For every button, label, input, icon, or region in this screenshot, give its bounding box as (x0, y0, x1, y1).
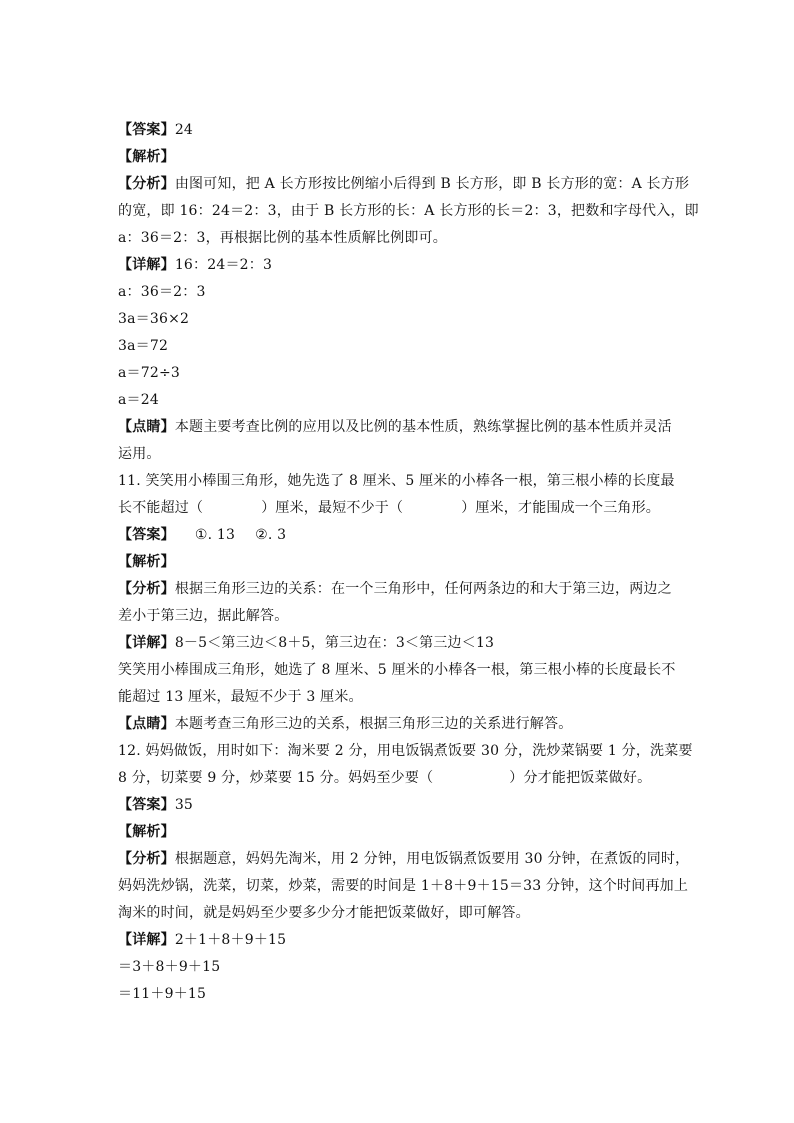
q10-comment-line-1 (118, 414, 678, 441)
question-text: ）厘米，才能围成一个三角形。 (461, 500, 661, 516)
comment-tag: 【点睛】 (118, 419, 175, 435)
q10-fenxi-line-2: 的宽，即 16：24＝2：3，由于 B 长方形的长：A 长方形的长＝2：3，把数和字母代入，即 (118, 203, 699, 219)
q11-fenxi-line-1 (118, 576, 678, 603)
fenxi-tag: 【分析】 (118, 581, 175, 597)
q11-detail-line-3: 能超过 13 厘米，最短不少于 3 厘米。 (118, 689, 363, 705)
detail-text: 2＋1＋8＋9＋15 (174, 932, 287, 948)
q10-fenxi-line-3: a：36＝2：3，再根据比例的基本性质解比例即可。 (118, 230, 447, 246)
q11-answer-line (118, 522, 678, 549)
q12-question-line-2 (118, 765, 678, 792)
detail-tag: 【详解】 (118, 257, 175, 273)
q11-detail-line-1 (118, 630, 678, 657)
document-page (118, 117, 699, 1008)
q11-question-line-2 (118, 495, 678, 522)
q11-fenxi-line-2: 差小于第三边，据此解答。 (118, 608, 289, 624)
q10-fenxi-line-1 (118, 171, 690, 198)
analysis-tag: 【解析】 (118, 149, 175, 165)
q12-analysis-line (118, 819, 678, 846)
q12-detail-line-2: ＝3＋8＋9＋15 (118, 959, 221, 975)
comment-text: 本题主要考查比例的应用以及比例的基本性质，熟练掌握比例的基本性质并灵活 (174, 419, 672, 435)
q12-detail-line-1 (118, 927, 678, 954)
q12-answer-line (118, 792, 678, 819)
detail-text: 8－5＜第三边＜8＋5，第三边在：3＜第三边＜13 (174, 635, 495, 651)
analysis-tag: 【解析】 (118, 824, 175, 840)
q10-detail-line-6: a＝24 (118, 392, 159, 408)
fenxi-tag: 【分析】 (118, 176, 175, 192)
q10-analysis-line (118, 144, 678, 171)
question-text: 8 分，切菜要 9 分，炒菜要 15 分。妈妈至少要（ (118, 770, 434, 786)
q10-detail-line-2: a：36＝2：3 (118, 284, 206, 300)
q12-fenxi-line-2: 妈妈洗炒锅，洗菜，切菜，炒菜，需要的时间是 1＋8＋9＋15＝33 分钟，这个时间再加上 (118, 878, 689, 894)
question-text: ）厘米，最短不少于（ (261, 500, 404, 516)
detail-tag: 【详解】 (118, 932, 175, 948)
q10-answer-line (118, 117, 678, 144)
q11-analysis-line (118, 549, 678, 576)
answer-tag: 【答案】 (118, 122, 175, 138)
q10-detail-line-5: a＝72÷3 (118, 365, 180, 381)
comment-text: 本题考查三角形三边的关系，根据三角形三边的关系进行解答。 (174, 716, 573, 732)
question-text: ）分才能把饭菜做好。 (509, 770, 652, 786)
q12-fenxi-line-1 (118, 846, 690, 873)
fenxi-text: 由图可知，把 A 长方形按比例缩小后得到 B 长方形，即 B 长方形的宽：A 长方形 (174, 176, 690, 192)
answer-tag: 【答案】 (118, 527, 175, 543)
q11-detail-line-2: 笑笑用小棒围成三角形，她选了 8 厘米、5 厘米的小棒各一根，第三根小棒的长度最长不 (118, 662, 676, 678)
detail-text: 16：24＝2：3 (174, 257, 273, 273)
fenxi-tag: 【分析】 (118, 851, 175, 867)
q10-comment-line-2: 运用。 (118, 446, 161, 462)
q10-detail-line-1 (118, 252, 678, 279)
comment-tag: 【点睛】 (118, 716, 175, 732)
answer-value: 24 (174, 122, 194, 138)
q12-question-line-1: 12. 妈妈做饭，用时如下：淘米要 2 分，用电饭锅煮饭要 30 分，洗炒菜锅要 1 分，洗菜要 (118, 743, 693, 759)
answer-value: 35 (174, 797, 194, 813)
q12-detail-line-3: ＝11＋9＋15 (118, 986, 207, 1002)
q10-detail-line-4: 3a＝72 (118, 338, 169, 354)
q10-detail-line-3: 3a＝36×2 (118, 311, 190, 327)
q11-comment-line (118, 711, 678, 738)
q12-fenxi-line-3: 淘米的时间，就是妈妈至少要多少分才能把饭菜做好，即可解答。 (118, 905, 530, 921)
analysis-tag: 【解析】 (118, 554, 175, 570)
answer-value-1: ①. 13 (194, 527, 236, 543)
fenxi-text: 根据题意，妈妈先淘米，用 2 分钟，用电饭锅煮饭要用 30 分钟，在煮饭的同时， (174, 851, 690, 867)
detail-tag: 【详解】 (118, 635, 175, 651)
fenxi-text: 根据三角形三边的关系：在一个三角形中，任何两条边的和大于第三边，两边之 (174, 581, 672, 597)
q11-question-line-1: 11. 笑笑用小棒围三角形，她先选了 8 厘米、5 厘米的小棒各一根，第三根小棒的长度最 (118, 473, 675, 489)
answer-tag: 【答案】 (118, 797, 175, 813)
question-text: 长不能超过（ (118, 500, 204, 516)
answer-value-2: ②. 3 (255, 527, 287, 543)
